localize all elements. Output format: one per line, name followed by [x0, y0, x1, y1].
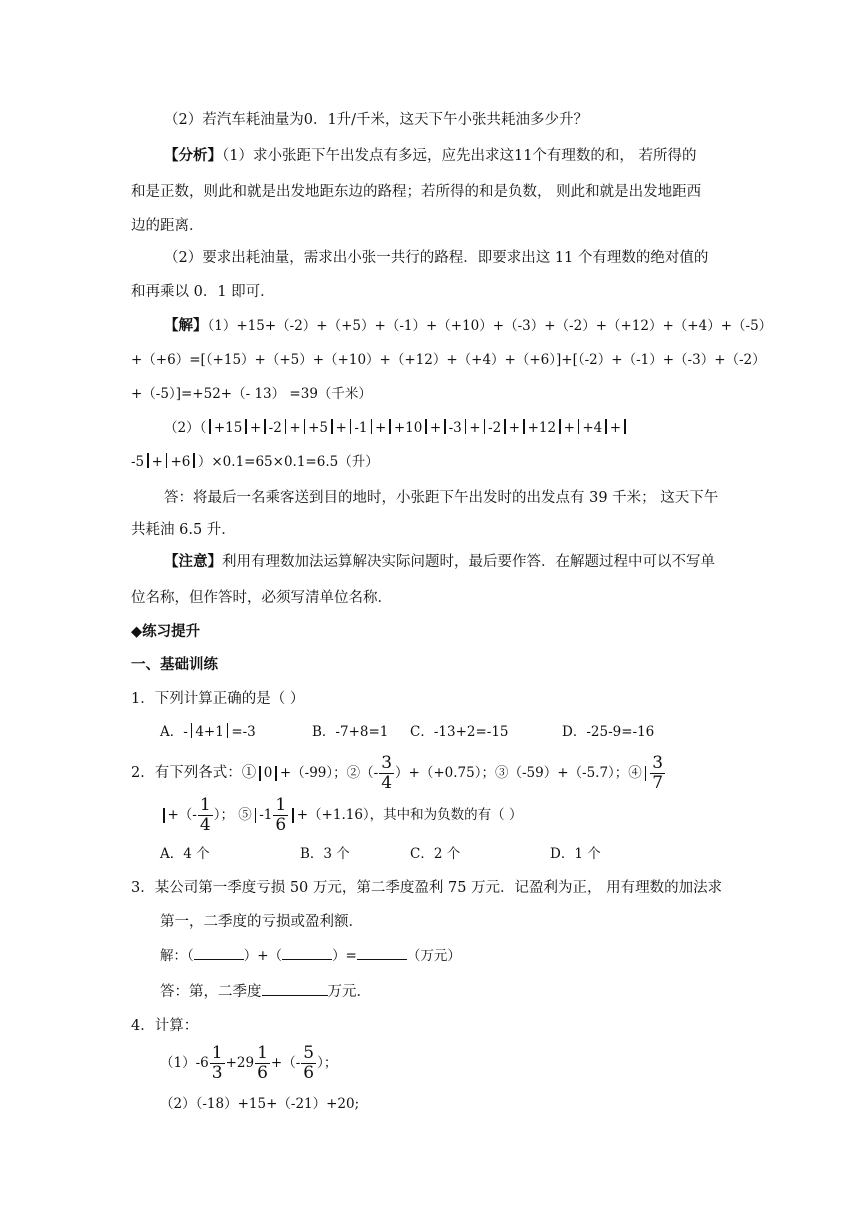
abs-bar [166, 453, 168, 468]
abs-bar [645, 766, 647, 781]
exercise-2-option-c: C．2 个 [410, 846, 461, 862]
exercise-4-item-2: （2）（-18）+15+（-21）+20; [160, 1096, 360, 1112]
solution-line-3: +（-5）]=+52+（- 13） =39（千米） [131, 386, 372, 402]
fraction-numerator: 1 [199, 794, 211, 815]
fraction [210, 1044, 225, 1083]
abs-bar [444, 419, 446, 434]
ex4-i1-a: （1）-6 [160, 1055, 209, 1071]
abs-term: -5 [131, 454, 145, 470]
note-line-1 [164, 552, 715, 572]
fraction [273, 796, 288, 835]
abs-term: +12 [527, 420, 557, 436]
abs-bar [389, 419, 391, 434]
note-tag: 【注意】 [164, 554, 222, 570]
section-title: ◆练习提升 [131, 624, 201, 640]
answer-line-2: 共耗油 6.5 升． [131, 522, 236, 538]
abs-bar [504, 419, 506, 434]
fraction-numerator: 1 [275, 794, 287, 815]
ex4-i1-d: ）； [317, 1055, 338, 1071]
abs-bar [523, 419, 525, 434]
exercise-3-solution [160, 946, 461, 966]
exercise-2-term: ）+（+0.75）；③（-59）+（-5.7）；④ [395, 765, 642, 781]
solution-part2-open: （2）（ [164, 420, 207, 436]
abs-term: +15 [213, 420, 243, 436]
exercise-2-term: +（-99）；②（- [279, 765, 379, 781]
option-a-abs: 4+1 [195, 724, 224, 740]
abs-bar [147, 453, 149, 468]
analysis-text-1: （1）求小张距下午出发点有多远，应先出求这11个有理数的和， 若所得的 [222, 148, 697, 164]
note-line-2: 位名称，但作答时，必须写清单位名称． [131, 590, 392, 606]
abs-bar [425, 419, 427, 434]
abs-bar [304, 419, 306, 434]
exercise-2-term: -1 [259, 807, 273, 823]
blank-input-2[interactable] [282, 959, 332, 960]
fraction [198, 796, 213, 835]
abs-bar [578, 419, 580, 434]
analysis-line-1 [164, 146, 697, 166]
exercise-3-stem-1: 3．某公司第一季度亏损 50 万元，第二季度盈利 75 万元．记盈利为正， 用有理数的加法求 [131, 880, 723, 896]
exercise-2-option-a: A．4 个 [160, 846, 210, 862]
exercise-4-stem: 4．计算： [131, 1018, 199, 1034]
exercise-2-line-2 [160, 792, 522, 838]
fraction [301, 1044, 316, 1083]
abs-bar [624, 419, 626, 434]
ex3-ans-a: 答：第，二季度 [160, 984, 262, 1000]
fraction-numerator: 3 [381, 752, 393, 773]
abs-bar [163, 808, 165, 823]
option-a-result: =-3 [231, 724, 256, 740]
analysis-part2-line-1: （2）要求出耗油量，需求出小张一共行的路程．即要求出这 11 个有理数的绝对值的 [164, 250, 709, 266]
ex4-i1-c: +（- [270, 1055, 301, 1071]
abs-bar [191, 723, 193, 738]
solution-part2-line-1: （2）（ +15 + -2 + +5 + -1 + +10 + -3 + -2 + +12 + +4 + [164, 418, 629, 438]
exercise-2-prefix: 2．有下列各式：① [131, 765, 257, 781]
abs-bar [264, 419, 266, 434]
exercise-3-stem-2: 第一，二季度的亏损或盈利额． [160, 914, 363, 930]
fraction-denominator: 6 [275, 814, 287, 835]
abs-bar [605, 419, 607, 434]
fraction-denominator: 6 [303, 1062, 315, 1083]
exercise-1-option-d: D．-25-9=-16 [562, 724, 655, 740]
fraction-denominator: 4 [381, 772, 393, 793]
abs-bar [245, 419, 247, 434]
abs-term: +10 [393, 420, 423, 436]
ex3-sol-b: ）+（ [243, 948, 283, 964]
blank-input-4[interactable] [262, 995, 328, 996]
abs-bar [559, 419, 561, 434]
exercise-1-option-c: C．-13+2=-15 [410, 724, 509, 740]
answer-line-1: 答：将最后一名乘客送到目的地时，小张距下午出发时的出发点有 39 千米； 这天下午 [164, 490, 719, 506]
subsection-title: 一、基础训练 [131, 657, 218, 673]
exercise-2-line-1 [131, 750, 666, 796]
fraction-denominator: 6 [257, 1062, 268, 1083]
analysis-line-2: 和是正数，则此和就是出发地距东边的路程；若所得的和是负数， 则此和就是出发地距西 [131, 184, 702, 200]
exercise-2-option-d: D．1 个 [550, 846, 601, 862]
exercise-2-term: +（+1.16），其中和为负数的有（ ） [296, 807, 523, 823]
abs-bar [275, 766, 277, 781]
fraction-numerator: 5 [303, 1042, 315, 1063]
fraction-numerator: 1 [257, 1042, 268, 1063]
abs-term: +5 [308, 420, 329, 436]
note-text-1: 利用有理数加法运算解决实际问题时，最后要作答．在解题过程中可以不写单 [222, 554, 715, 570]
blank-input-1[interactable] [194, 959, 244, 960]
fraction-numerator: 3 [652, 752, 664, 773]
abs-term: +6 [170, 454, 191, 470]
analysis-line-3: 边的距离． [131, 218, 204, 234]
fraction [379, 754, 394, 793]
solution-part2-line-2: -5 + +6 ）×0.1=65×0.1=6.5（升） [131, 454, 379, 470]
question-2-text: （2）若汽车耗油量为0．1升/千米，这天下午小张共耗油多少升？ [164, 112, 589, 128]
abs-term: -2 [488, 420, 502, 436]
abs-term: +4 [582, 420, 603, 436]
abs-bar [331, 419, 333, 434]
abs-bar [371, 419, 373, 434]
abs-bar [350, 419, 352, 434]
option-a-prefix: A．- [160, 724, 188, 740]
ex3-ans-b: 万元． [327, 984, 371, 1000]
solution-text-1: （1）+15+（-2）+（+5）+（-1）+（+10）+（-3）+（-2）+（+12）+（+4）+（-5） [207, 318, 773, 334]
exercise-1-stem: 1．下列计算正确的是（ ） [131, 691, 305, 707]
abs-bar [227, 723, 229, 738]
abs-bar [484, 419, 486, 434]
exercise-2-term: +（- [167, 807, 197, 823]
solution-part2-tail: ）×0.1=65×0.1=6.5（升） [197, 454, 379, 470]
solution-line-2: +（+6）=[（+15）+（+5）+（+10）+（+12）+（+4）+（+6）]+[（-2）+（-1）+（-3）+（-2） [131, 352, 766, 368]
exercise-3-answer [160, 982, 371, 1002]
ex3-sol-c: ）= [332, 948, 357, 964]
abs-bar [259, 766, 261, 781]
fraction-denominator: 7 [652, 772, 664, 793]
fraction-numerator: 1 [211, 1042, 223, 1063]
ex4-i1-b: +29 [225, 1055, 255, 1071]
analysis-part2-line-2: 和再乘以 0．1 即可． [131, 284, 275, 300]
analysis-tag: 【分析】 [164, 148, 222, 164]
fraction [650, 754, 665, 793]
exercise-2-term: 0 [263, 765, 273, 781]
abs-term: -2 [268, 420, 282, 436]
exercise-1-option-b: B．-7+8=1 [312, 724, 389, 740]
exercise-2-option-b: B．3 个 [300, 846, 350, 862]
fraction [255, 1044, 270, 1083]
exercise-2-term: ）； ⑤ [213, 807, 252, 823]
fraction-denominator: 3 [211, 1062, 223, 1083]
abs-bar [292, 808, 294, 823]
abs-bar [209, 419, 211, 434]
exercise-1-option-a [160, 722, 256, 742]
abs-bar [255, 808, 257, 823]
blank-input-3[interactable] [357, 959, 407, 960]
abs-bar [465, 419, 467, 434]
solution-line-1 [164, 316, 772, 336]
solution-tag: 【解】 [164, 318, 208, 334]
abs-bar [285, 419, 287, 434]
exercise-4-item-1 [160, 1040, 337, 1086]
abs-term: -3 [448, 420, 462, 436]
ex3-sol-a: 解：（ [160, 948, 194, 964]
fraction-denominator: 4 [199, 814, 211, 835]
abs-term: -1 [354, 420, 368, 436]
abs-bar [193, 453, 195, 468]
ex3-sol-d: （万元） [406, 948, 461, 964]
